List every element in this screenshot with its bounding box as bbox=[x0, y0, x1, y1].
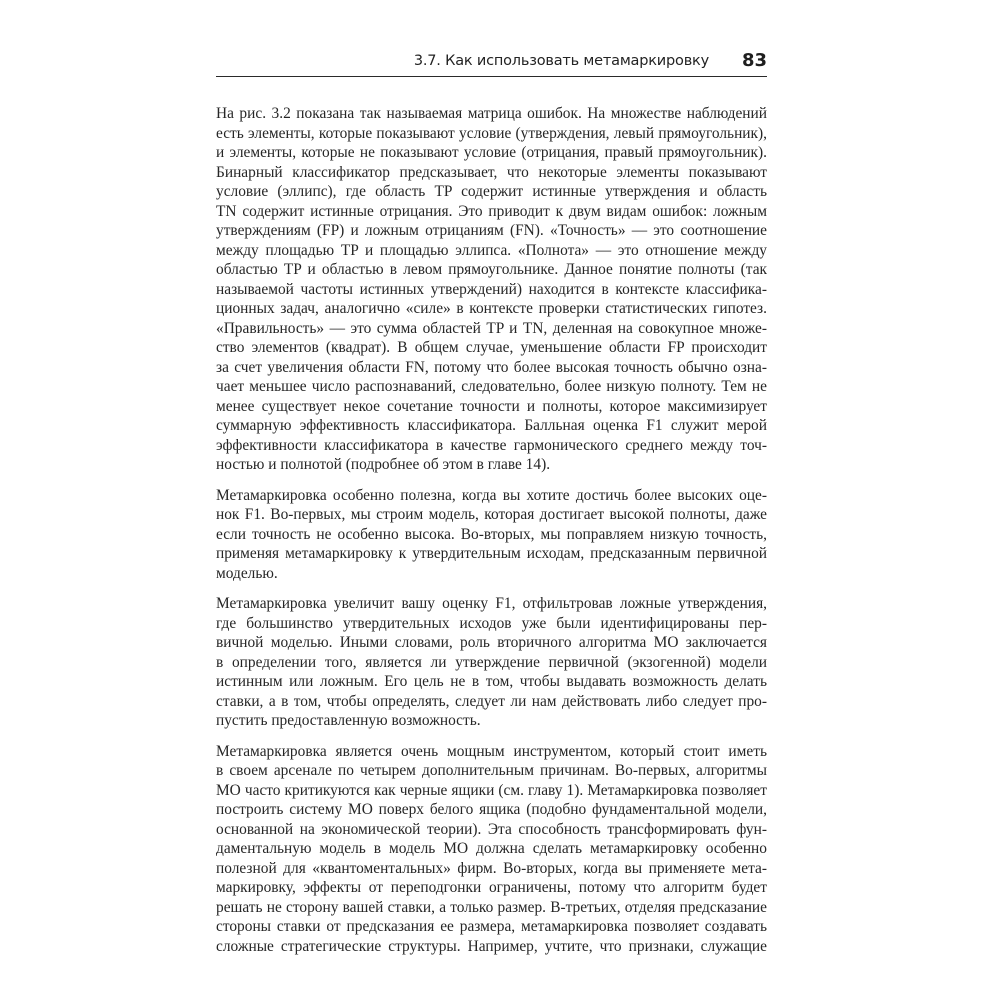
text-line: областью TP и областью в левом прямоугольнике. Данное понятие полноты (так bbox=[216, 261, 767, 278]
text-line: чает меньшее число распознаваний, следовательно, более низкую полноту. Тем не bbox=[216, 378, 767, 395]
text-line: ностью и полнотой (подробнее об этом в главе 14). bbox=[216, 456, 551, 473]
text-line: условие (эллипс), где область TP содержит истинные утверждения и область bbox=[216, 183, 767, 200]
running-header bbox=[216, 50, 767, 77]
text-line: сложные стратегические структуры. Например, учтите, что признаки, служащие bbox=[216, 937, 767, 955]
text-line: стороны ставки от предсказания ее размера, метамаркировка позволяет создавать bbox=[216, 918, 767, 935]
text-line: в определении того, является ли утверждение первичной (экзогенной) модели bbox=[216, 653, 767, 671]
page-number: 83 bbox=[741, 50, 767, 71]
text-line: «Правильность» — это сумма областей TP и TN, деленная на совокупное множе- bbox=[216, 319, 767, 337]
text-line: где большинство утвердительных исходов уже были идентифицированы пер- bbox=[216, 614, 767, 632]
text-line: суммарную эффективность классификатора. Балльная оценка F1 служит мерой bbox=[216, 417, 767, 434]
text-line: МО часто критикуются как черные ящики (см. главу 1). Метамаркировка позволяет bbox=[216, 781, 767, 799]
text-line: называемой частоты истинных утверждений) находится в контексте классифика- bbox=[216, 280, 767, 298]
text-line: за счет увеличения области FN, потому что более высокая точность обычно озна- bbox=[216, 358, 767, 376]
text-line: полезной для «квантоментальных» фирм. Во-вторых, когда вы применяете мета- bbox=[216, 859, 767, 877]
paragraph bbox=[216, 594, 767, 731]
text-line: Метамаркировка особенно полезна, когда вы хотите достичь более высоких оце- bbox=[216, 486, 767, 504]
text-line: утверждениям (FP) и ложным отрицаниям (FN). «Точность» — это соотношение bbox=[216, 222, 767, 239]
text-line: вичной моделью. Иными словами, роль вторичного алгоритма МО заключается bbox=[216, 634, 767, 651]
text-line: нок F1. Во-первых, мы строим модель, которая достигает высокой полноты, даже bbox=[216, 506, 767, 523]
text-line: даментальную модель в модель МО должна сделать метамаркировку особенно bbox=[216, 840, 767, 857]
text-line: ционных задач, аналогично «силе» в контексте проверки статистических гипотез. bbox=[216, 300, 767, 317]
text-line: Метамаркировка является очень мощным инструментом, который стоит иметь bbox=[216, 742, 767, 760]
paragraph bbox=[216, 104, 767, 475]
text-line: применяя метамаркировку к утвердительным исходам, предсказанным первичной bbox=[216, 545, 767, 562]
text-line: в своем арсенале по четырем дополнительным причинам. Во-первых, алгоритмы bbox=[216, 762, 767, 779]
text-line: Бинарный классификатор предсказывает, что некоторые элементы показывают bbox=[216, 163, 767, 181]
text-line: пустить предоставленную возможность. bbox=[216, 712, 481, 729]
text-line: решать не сторону вашей ставки, а только размер. В-третьих, отделяя предсказание bbox=[216, 898, 767, 916]
text-line: между площадью TP и площадью эллипса. «Полнота» — это отношение между bbox=[216, 241, 767, 259]
text-line: маркировку, эффекты от переподгонки ограничены, потому что алгоритм будет bbox=[216, 879, 767, 896]
text-line: основанной на экономической теории). Эта способность трансформировать фун- bbox=[216, 820, 767, 838]
text-line: если точность не особенно высока. Во-вторых, мы поправляем низкую точность, bbox=[216, 525, 767, 543]
text-line: эффективности классификатора в качестве гармонического среднего между точ- bbox=[216, 436, 767, 454]
paragraph bbox=[216, 486, 767, 584]
text-line: ство элементов (квадрат). В общем случае, уменьшение области FP происходит bbox=[216, 339, 767, 356]
text-line: моделью. bbox=[216, 564, 278, 582]
text-line: истинным или ложным. Его цель не в том, чтобы выдавать возможность делать bbox=[216, 673, 767, 690]
body-text bbox=[216, 104, 767, 967]
text-line: есть элементы, которые показывают условие (утверждения, левый прямоугольник), bbox=[216, 124, 767, 142]
paragraph bbox=[216, 742, 767, 957]
text-line: менее существует некое сочетание точности и полноты, которое максимизирует bbox=[216, 397, 767, 415]
section-title: 3.7. Как использовать метамаркировку bbox=[413, 53, 709, 69]
text-line: ставки, а в том, чтобы определять, следует ли нам действовать либо следует про- bbox=[216, 692, 767, 710]
text-line: построить систему МО поверх белого ящика (подобно фундаментальной модели, bbox=[216, 801, 767, 818]
text-line: TN содержит истинные отрицания. Это приводит к двум видам ошибок: ложным bbox=[216, 202, 767, 220]
text-line: Метамаркировка увеличит вашу оценку F1, отфильтровав ложные утверждения, bbox=[216, 595, 767, 612]
text-line: На рис. 3.2 показана так называемая матрица ошибок. На множестве наблюдений bbox=[216, 105, 767, 122]
text-line: и элементы, которые не показывают условие (отрицания, правый прямоугольник). bbox=[216, 144, 767, 161]
